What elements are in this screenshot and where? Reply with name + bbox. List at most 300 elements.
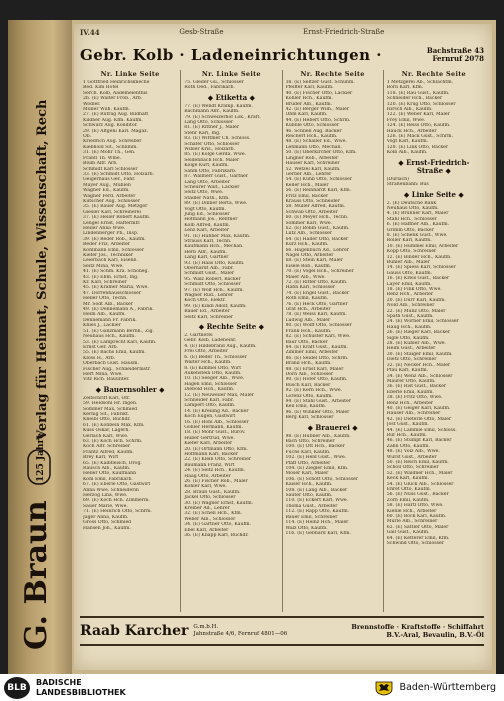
directory-entry: Kr. Karl, Schreiner (83, 280, 127, 286)
directory-entry: Hert Mina, Wwe. (83, 371, 123, 377)
directory-entry: 6. (E) Haffner Alb., Kaufm. (386, 222, 450, 228)
directory-entry: 53. (E) Lamprecht Karl, Kaufm. (83, 339, 157, 345)
directory-entry: Roller Karl, Kaufm. (386, 238, 432, 244)
directory-entry: Dennemann Fr. Fabrik. (83, 317, 137, 323)
directory-entry: 52. Wetzel Karl, Kaufm. (285, 166, 341, 172)
directory-entry: Krauss Otto, Schneider (285, 198, 340, 204)
directory-entry: 64. (E) Ketterer Emil, Kfm. (386, 535, 450, 541)
directory-entry: Kurz Hch., Kaufm. (285, 242, 329, 248)
directory-entry: 54. (E) Glück Alb., Schlosser (386, 481, 454, 487)
directory-entry: Dietz Otto, Schreiner (386, 357, 437, 363)
directory-entry: Huber Gertrud, Wwe. (184, 435, 235, 441)
directory-entry: Sommer Karl, Wwe. (285, 220, 333, 226)
section-heading: ◆ Bauernsohler ◆ (95, 384, 165, 394)
footer-advertisement (80, 616, 484, 646)
directory-entry: Göhler Hermann, Kaufm. (184, 424, 243, 430)
directory-entry: Koch Eugen, Gastwirt (184, 414, 236, 420)
directory-entry: 93. (E) Haas Otto, Kaufm. (184, 260, 245, 266)
directory-entry: 26. (E) Fischer Rob., Maler (184, 479, 248, 485)
directory-entry: 20. (E) Ortmann Otto, Kfm. (184, 446, 248, 452)
directory-entry: Leierbach Karl, Eisenb. (83, 258, 138, 264)
directory-entry: Lang Otto, Schlosser (184, 120, 234, 126)
directory-entry: Moser Karl, Maler (285, 471, 329, 477)
directory-entry: 22. (E) Munz Otto, Maler (386, 308, 446, 314)
directory-entry: Seitz Karl, Schreiner (184, 314, 234, 320)
directory-entry: 74. (E) Engel Gust., Bäcker (285, 290, 350, 296)
directory-entry: Schmidt Karl Schlosser (83, 166, 138, 172)
directory-entry: 16. (E) Hohl Alb., Schlosser (184, 419, 249, 425)
directory-entry: Weber Alb., Schlosser (184, 516, 236, 522)
directory-entry: Pfaff Otto, Arbeiter (285, 460, 331, 466)
directory-entry: Lingner Rob., Arbeiter (285, 155, 339, 161)
directory-entry: Kölge Kurt, Kaufm. (184, 163, 229, 169)
running-head-right: Ernst-Friedrich-Straße (303, 28, 385, 36)
directory-entry: 70. (E) Vogel Hch., Schreiner (285, 269, 354, 275)
directory-entry: 49. (E) Dennemann A., Fabrik. (83, 307, 154, 313)
directory-entry: 60. (E) Meyer Hch., Techn. (285, 215, 349, 221)
directory-entry: 69. (E) Koch Hch. Zimmerm. (83, 498, 150, 504)
directory-entry: Schmidt Gust., Maler (184, 271, 235, 277)
directory-entry: 33. (E) Schmidt Otto, Holzarb. (83, 171, 155, 177)
directory-entry: Bachmann Alfr., Kaufm. (184, 109, 240, 115)
directory-entry: Gross Otto, Schmied (83, 520, 132, 526)
directory-entry: Straßenbahn: Bus (386, 182, 429, 188)
running-header (80, 28, 484, 40)
directory-entry: 88. (E) Ernst Karl, Maler (285, 366, 344, 372)
directory-entry: 90. (E) Hofer Otto, Kaufm. (285, 377, 348, 383)
directory-entry: Müller Wilh. Kaufm. (83, 107, 131, 113)
directory-entry: Ohm Karl, Kaufm. (285, 112, 328, 118)
directory-entry: 97. (E) Wolf Hch., Kaufm. (184, 287, 244, 293)
directory-entry: Walter Hch., Kaufm. (184, 360, 232, 366)
directory-entry: 84. (E) Kraft Gust., Kaufm. (285, 344, 348, 350)
directory-entry: 18. (E) Fink Otto, Wwe. (386, 287, 442, 292)
directory-entry: 4. (E) Brunner Karl, Maler (386, 211, 449, 217)
directory-entry: Graf Hch., Arbeiter (285, 307, 331, 313)
directory-entry: Fuchs Karl, Kaufm. (285, 449, 331, 455)
directory-entry: 82. (E) Schuster Karl, Wwe. (285, 334, 351, 340)
directory-entry: Gerlach Karl, Wwe. (83, 433, 129, 439)
directory-entry: Haag Otto, Arbeiter (184, 473, 231, 479)
directory-entry: 26. (E) Rieger Karl, Bäcker (386, 330, 451, 336)
directory-entry: Kohlmann Emil, Schlosser (83, 247, 145, 253)
directory-entry: 55. (E) Bachs Emil, Kaufm. (83, 350, 146, 356)
directory-entry: 44. (E) Lämmle Emil, Schloss. (386, 427, 457, 433)
directory-entry: Heller Otto, Kaufmann (83, 471, 137, 477)
directory-entry: 24. (E) Seitz Hch., Kaufm. (184, 468, 246, 474)
page-number: IV.44 (80, 28, 100, 37)
footer-ad-company-block (193, 624, 287, 638)
directory-entry: Giesler Karl, Schreinerei (83, 209, 141, 215)
directory-entry: 10. (E) Seeger Alb., Wwe. (184, 376, 245, 382)
directory-entry: Layer Emil, Kaufm. (386, 281, 432, 287)
directory-entry: 48. (E) Schaller Ed., Wwe. (285, 139, 347, 145)
directory-entry: Herb Alfr., Kaufm. (184, 249, 227, 255)
directory-entry: 16. (E) Kreis Gust., Bäcker (386, 276, 450, 282)
directory-entry: Neuhaus Otto, Kaufm. (386, 205, 439, 211)
directory-entry: 46. (E) Stumpf Karl, Bäcker (386, 438, 452, 444)
directory-entry: Strauss Karl, Techn. (184, 238, 232, 244)
directory-entry: Gall Gust., Kaufm. (386, 530, 430, 536)
directory-entry: Lenz Karl, Arbeiter (184, 228, 230, 234)
directory-entry: 92. (E) Kern Hch., Wwe. (285, 388, 343, 394)
directory-entry: Lang Otto, Arbeiter (184, 179, 230, 185)
directory-entry: Thoma Gust., Arbeiter (285, 503, 338, 509)
directory-entry: Pfeiffer Karl, Kaufm. (285, 85, 334, 91)
directory-entry: 1 Metzgerei Ab., Schlachtm. (386, 80, 454, 85)
directory-entry: Sahm Otto, Fabrikarb. (184, 168, 237, 174)
directory-entry: Heller Otto, Techn. (83, 296, 128, 302)
directory-entry: Blum Alfr. Arb. (83, 161, 118, 167)
directory-entry: 34. (E) Wenz Alb., Schlosser (386, 373, 453, 379)
directory-entry: Kiefer Jos., Techniker (83, 253, 134, 258)
directory-entry: Scheurer Walt., Lackier (184, 184, 240, 190)
directory-entry: Lutz Alb., Schlosser (285, 231, 332, 237)
directory-entry: Busch Karl, Bäcker (285, 382, 331, 388)
directory-entry: 24. (E) Wörner Emil, Schlosser (386, 319, 459, 325)
directory-entry: Kremer Ad., Lehrer (184, 506, 230, 512)
directory-entry: Nagel Otto, Arbeiter (285, 253, 334, 258)
directory-entry: Zahn Otto, Kaufm. (386, 443, 430, 449)
footer-ad-address: Jahnstraße 4/6, Fernruf 4801—06 (193, 631, 288, 637)
directory-entry: 104. (E) Ziegler Emil, Kfm. (285, 466, 349, 472)
directory-entry: Jost Gust., Kaufm. (386, 422, 429, 428)
directory-entry: Kopp Otto, Schreiner (386, 249, 437, 255)
directory-entry: Maurer Otto, Kaufm. (386, 378, 436, 384)
directory-entry: Seidenbach Hch. Maler (184, 157, 240, 163)
directory-entry: Ernst Ger. Arb. (83, 344, 119, 350)
directory-entry: Seitz Mina, Wwe. (83, 263, 124, 269)
directory-entry: 56. (E) Reinhardt Karl, Kfm. (285, 188, 352, 194)
directory-entry: 32. (E) Necker Hch., Maler (386, 362, 451, 368)
directory-entry: Renz Hch., Arbeiter (386, 292, 434, 298)
top-ad-contact (427, 47, 484, 63)
directory-entry: Roth Oed., Fabrikarb. (184, 85, 235, 91)
section-heading: ◆ Brauerei ◆ (307, 422, 358, 432)
directory-entry: Kaufmann Hch., Mechan. (184, 244, 244, 250)
directory-entry: Keck Karl, Kaufm. (386, 476, 429, 482)
directory-entry: 30. (E) Staiger Emil, Kaufm. (386, 351, 453, 357)
directory-entry: 14. (E) Kreiling Ad., Bäcker (184, 408, 249, 414)
directory-entry: Gauss Otto, Kaufm. (386, 270, 433, 276)
directory-entry: 78. (E) Weiss Karl, Kaufm. (285, 312, 347, 318)
library-name-line1: BADISCHE (36, 678, 82, 687)
directory-entry: Stadler Nath., Kfm. (184, 195, 230, 201)
directory-entry: Bühler Alb., Maler (386, 259, 430, 265)
library-name[interactable] (36, 678, 126, 697)
section-heading: ◆ Rechte Seite ◆ (198, 322, 264, 332)
directory-entry: Scholl Otto, Schreiner (386, 465, 439, 471)
directory-entry: Serch. Kolb, Aademeienthis (83, 90, 148, 96)
directory-entry: 114. (E) Heinz Hch., Maler (285, 520, 349, 526)
footer-ad-company: G.m.b.H. (193, 624, 219, 630)
directory-entry: Lindenberger Ph., Insp. (83, 231, 139, 237)
directory-entry: Hofmann Jos., Rentner (184, 217, 238, 223)
directory-entry: 59. Heldsohl Hr. Ingen. (83, 401, 138, 407)
directory-entry: Hagen Emil, Schlosser (184, 381, 238, 387)
header-spacer (464, 28, 484, 40)
directory-entry: Neuhaus Hch., Kaufm. (83, 334, 136, 340)
directory-entry: 37. (E) Heiler Robert Kaufm. (83, 215, 151, 221)
directory-column (283, 70, 384, 612)
directory-entry: Mayer Aug., Mühlen (83, 182, 131, 188)
directory-entry: Jäger Anna, Kaufm. (83, 514, 129, 520)
spine-publisher: G. Braun (19, 500, 54, 650)
directory-entry: 27. (E) Rufrag Aug. Bildhaft (83, 112, 149, 118)
spine-tagline: Verlag für Heimat, Schule, Wissenschaft, Recht, Wirtschaft (35, 100, 50, 440)
directory-entry: 63. (E) Koch Hch. Schrm. (83, 439, 143, 444)
directory-entry: 50. (E) Oberkircher Otto, Kfm. (285, 150, 357, 156)
column-heading: Nr. Rechte Seite (300, 70, 365, 78)
state-coat-of-arms-icon (372, 679, 396, 697)
directory-entry: 120. (E) Krug Otto, Schlosser (386, 101, 456, 107)
directory-entry: Vogt Karl, Kaufm. (386, 139, 429, 145)
directory-entry: Lang Karl, Gärtner (184, 255, 229, 261)
directory-entry: Kildner Aug. Kfm. Kaufm. (83, 117, 143, 123)
directory-entry: Hahn Karl, Schlosser (285, 285, 335, 291)
library-name-line2: LANDESBIBLIOTHEK (36, 687, 126, 697)
directory-columns (80, 70, 484, 612)
directory-entry: 1 Gottfried Heinrichskneche (83, 80, 150, 85)
directory-entry: Kühnle Otto, Schlosser (285, 123, 340, 129)
directory-entry: 22. (E) Klein Otto, Schreiner (184, 457, 252, 463)
directory-entry: Ludwig Alb., Maler (285, 317, 331, 323)
directory-entry: 99. (E) Kindl Adolf, Kaufm. (184, 303, 247, 309)
column-heading: Nr. Rechte Seite (401, 70, 466, 78)
directory-entry: Born Karl, Kfm. (386, 85, 424, 91)
directory-entry: 43. (E) Ehm. Ernst, Ing. (83, 274, 139, 280)
directory-entry: 98. (E) Hübner Alb., Kaufm. (285, 433, 351, 439)
directory-entry: 36. (E) Knapp Karl, Buchdr. (184, 533, 249, 539)
directory-entry: Frantl Th. Wme. (83, 155, 122, 161)
directory-entry: 18. (E) Mohr Gust., Bürov. (184, 430, 246, 436)
directory-entry: Baumann Franz, Wirt (184, 462, 235, 468)
directory-entry: 45. (E) Krämer Maria, Wwe. (83, 285, 149, 291)
footer-ad-products-line1: Brennstoffe · Kraftstoffe · Schiffahrt (351, 623, 484, 631)
directory-entry: Geigerhaus Ger., Fahr. (83, 177, 136, 183)
directory-entry: 32. (E) Schell Hch., Kfm. (184, 511, 243, 517)
directory-column (80, 70, 181, 612)
running-head-left: Gesb-Straße (179, 28, 224, 36)
directory-entry: Hansen Joh., Kaufm. (83, 525, 131, 531)
directory-entry: Hauser Alb., Schreiner (386, 411, 441, 417)
directory-entry: Wibler Kris., Holzarb. (184, 147, 235, 153)
directory-entry: Schmidt Otto, Schlosser (184, 282, 241, 288)
directory-entry: 71. (E) Heinrich Otto, Schrm. (83, 509, 152, 515)
directory-entry: 91. (E) Hühner Max, Kaufm. (184, 233, 251, 239)
directory-entry: Ruf Hch., Kaufm. (386, 432, 427, 438)
directory-entry: 56. (E) Nuss Gust., Bäcker (386, 492, 449, 498)
directory-entry: 124. (E) Reiss Otto, Kaufm. (386, 123, 451, 129)
directory-entry: 102. (E) Held Gust., Wwe. (285, 455, 347, 461)
directory-entry: 89. (E) Dinner Berta, Wwe. (184, 201, 248, 207)
directory-entry: Stehr Karl, Ing. (184, 130, 221, 136)
directory-entry: Lorenz Otto, Kaufm. (285, 393, 333, 399)
directory-column (181, 70, 282, 612)
library-footer-bar (0, 674, 504, 701)
directory-entry: 34. (E) Gärtner Otto, Kaufm. (184, 522, 251, 528)
directory-entry: Reichert Hch., Kaufm. (285, 134, 338, 140)
directory-entry: Ebel Karl, Arbeiter (184, 527, 229, 533)
directory-entry: Lehmann Otto, Mechan. (285, 144, 342, 150)
directory-entry: Hoffmann Karl, Bäcker (184, 452, 238, 457)
directory-entry: 47. Dörrenhausschlosser (83, 290, 142, 296)
directory-entry: Oberbach Gust. Hausm. (83, 361, 139, 367)
directory-entry: Schwab Otto, Arbeiter (285, 209, 338, 215)
directory-entry: 20. (E) Dürr Karl, Kaufm. (386, 297, 446, 303)
directory-entry: 58. Müller Alfred, Kaufm. (285, 204, 346, 210)
directory-entry: Nold Alb., Schreiner (386, 303, 435, 309)
directory-entry: 112. (E) Rapp Otto, Kaufm. (285, 509, 350, 515)
directory-entry: Wurst Gust., Arbeiter (386, 454, 437, 460)
directory-entry: Knies J., Lackier (83, 323, 121, 329)
directory-entry: 42. (E) Dieterle Otto, Maler (386, 416, 452, 422)
directory-entry: Fischer Aug., Schneidermstr. (83, 366, 151, 372)
directory-entry: Schwind Otto, Schlosser (386, 541, 444, 547)
directory-entry: Hauser Karl, Schreiner (285, 161, 340, 167)
top-advertisement (80, 44, 484, 66)
directory-entry: Frei Otto, Arbeiter (184, 349, 228, 355)
directory-entry: 29. (E) Altgeni Karl. Magaz. (83, 128, 149, 134)
directory-entry: Bed. Kim Hotel (83, 85, 119, 91)
directory-entry: Kuss Oskar, Lagerh. (83, 428, 130, 434)
directory-entry: Kaiser Hch., Kaufm. (285, 482, 333, 488)
directory-entry: 100. (E) Ott Hch., Bäcker (285, 444, 345, 450)
directory-entry: 79. (E) Schweizerhof Lok., Kraft. (184, 114, 261, 120)
directory-entry: Kutscher Aug. Schlosser (83, 198, 141, 204)
section-heading: ◆ Etiketta ◆ (207, 92, 255, 102)
directory-entry: 80. (E) Wolff Otto, Schlosser (285, 323, 352, 329)
directory-entry: Sauter Otto, Kaufm. (285, 493, 333, 499)
directory-entry: 50. (E) Reich Emil, Kaufm. (386, 460, 449, 465)
directory-entry: Hirsch Alb., Kaufm. (386, 107, 433, 113)
directory-entry: 95. Walz Robert, Bäcker (184, 276, 241, 282)
directory-entry: 61. (E) Kohbein Max, Kfm. (83, 422, 145, 428)
directory-entry: Kiebhold Sit., Schlimm. (83, 144, 138, 150)
directory-entry: Ob. (83, 134, 92, 140)
directory-entry: 40. (E) Fischer Otto, Lackier (285, 90, 353, 96)
directory-entry: 2. Gärtnerei (184, 333, 213, 339)
directory-column (384, 70, 484, 612)
directory-entry: 58. (E) Hartl Otto, Wwe. (386, 503, 444, 509)
directory-entry: 106. (E) Schott Otto, Schlosser (285, 476, 358, 482)
directory-entry: Pfau Karl, Kaufm. (386, 368, 429, 374)
footer-ad-title: Raab Karcher (80, 623, 189, 639)
directory-entry: 52. (E) Waldner Hch., Maler (386, 470, 453, 476)
directory-entry: 44. (E) Hebert Otto, Schrm. (285, 117, 351, 123)
directory-entry: Stahl Hch., Schlosser (386, 216, 437, 222)
directory-entry: Bauer Ed., Arbeiter (184, 309, 230, 315)
directory-entry: Sigle Otto, Kaufm. (386, 335, 430, 341)
directory-entry: Brand Hch., Kaufm. (285, 361, 332, 367)
directory-entry: 36. (E) Rist Gust., Bäcker (386, 384, 447, 390)
directory-entry: Jäckel Otto, Schlosser (184, 495, 236, 501)
directory-entry: Kiefer Karl, Arbeiter (184, 441, 233, 447)
directory-entry: 6. (E) Beder Th., Schlosser (184, 354, 247, 360)
directory-entry: Koch Alfr. Schreiner (83, 444, 131, 450)
directory-entry: Koch Otto, Elektr. (184, 298, 226, 304)
section-heading: ◆ Ernst-Friedrich-Straße ◆ (398, 157, 470, 175)
directory-entry: 12. (E) Binder Hch., Kaufm. (386, 254, 452, 260)
directory-entry: 65. (E) Kalbfleisch, Drog. (83, 460, 142, 466)
directory-entry: 83. (E) Wittmer Ch. Schloss. (184, 136, 251, 142)
directory-entry: Wodler. (83, 101, 101, 107)
state-label[interactable]: Baden-Württemberg (399, 682, 496, 693)
directory-entry: Heim Alb., Kaufm. (83, 312, 126, 318)
directory-entry: Zorn Emil, Kaufm. (386, 497, 430, 503)
directory-entry: 62. (E) Böhm Gust., Kaufm. (285, 225, 350, 231)
directory-entry: Jung Ed., Schlosser (184, 211, 230, 217)
directory-entry: Lampert Otto, Kaufm. (184, 403, 236, 409)
directory-entry: 46. Schnell Aug. Bäcker (285, 128, 342, 134)
directory-entry: Wagner Rud., Lehrer (184, 293, 234, 299)
directory-entry: 40. (E) Geiger Karl, Kaufm. (386, 405, 451, 411)
directory-entry: Kohl Emil, Fabrikarb. (83, 476, 133, 482)
directory-entry: 60. (E) Böck Karl, Kaufm. (386, 514, 447, 520)
directory-entry: Seitz Otto, Wwe. (184, 190, 224, 196)
directory-entry: Fritz Emil, Bäcker (285, 193, 329, 199)
directory-entry: 30. (E) Wagner Ernst, Kaufm. (184, 500, 254, 506)
directory-entry: Kolb Alb., Kaufm. (386, 150, 428, 156)
directory-entry: Kloss H., Arb. (83, 355, 116, 361)
directory-entry: 122. (E) Weber Karl, Maler (386, 112, 450, 118)
directory-entry: 64. (E) Haller Otto, Bäcker (285, 236, 349, 242)
directory-entry: Gerber Alb., Lehrer (285, 171, 332, 177)
directory-entry: Baur Otto, Bäcker (285, 339, 328, 345)
top-ad-address: Bachstraße 43 (426, 46, 484, 55)
directory-entry: Lengel Ernst, Haftermfr. (83, 220, 141, 226)
directory-entry: Brey Karl, Wirt (83, 455, 119, 461)
directory-entry: Keil Emil, Kaufm. (285, 404, 327, 410)
directory-entry: 12. (E) Neuweiler Max, Maler (184, 392, 254, 398)
directory-entry: 39. (E) Beder Rob., Kaufm. (83, 236, 146, 242)
directory-entry: Kienle Hch., Arbeiter (386, 508, 437, 514)
directory-entry: 126. (E) Mack Gust., Schrm. (386, 134, 453, 140)
directory-entry: Diebold Hch., Kaufm. (184, 387, 235, 393)
directory-entry: Frey Emil, Wwe. (386, 117, 426, 123)
top-ad-phone: Fernruf 2078 (432, 54, 484, 63)
directory-entry: Späth Gust., Kaufm. (386, 314, 434, 320)
directory-entry: 28. (E) Kübler Alb., Wwe. (386, 341, 446, 347)
directory-entry: 51. (E) Ganzmann Bernh., Zig. (83, 328, 155, 334)
directory-entry: 2. (E) Deutsche Bank (386, 200, 437, 206)
directory-entry: Anna Wwe. Schneiderin (83, 487, 139, 493)
directory-entry: Schneider Karl, Fabr. (184, 397, 234, 403)
column-heading: Nr. Linke Seite (100, 70, 160, 78)
directory-entry: Vogt Otto, Kaufm. (184, 206, 226, 212)
directory-entry: Beder Friz, Arbeiter (83, 242, 131, 248)
directory-entry: 28. Braun Gust., Kaufm. (184, 489, 241, 495)
directory-entry: 94. (E) Stahl Gust., Arbeiter (285, 398, 351, 404)
directory-entry: Mürle Alb., Schreiner (386, 519, 438, 525)
directory-entry: Kriedrich Aug. Schreiber (83, 139, 142, 145)
spine-years: 125 Jahre (36, 432, 46, 482)
directory-entry: Schwarz Aug. Konditor. (83, 123, 138, 129)
directory-entry: Herzog Lina, Wwe. (83, 493, 128, 499)
directory-entry: Frank Hch., Kaufm. (285, 328, 332, 334)
directory-entry: Wagner Ferd. Arbeiter (83, 193, 136, 199)
directory-entry: Heiler Anna Wwe. (83, 225, 126, 231)
spine-lettering-graphic (16, 100, 60, 660)
blb-logo[interactable]: BLB (4, 677, 30, 699)
directory-entry: 54. (E) Kuhn Otto, Schlosser (285, 177, 353, 183)
directory-entry: Maier Alb., Wwe. (285, 274, 326, 280)
directory-entry: 96. (E) Winkler Otto, Maler (285, 409, 350, 415)
section-heading: ◆ Linke Seite ◆ (403, 189, 464, 199)
directory-entry: Keller Hch., Maler (285, 182, 329, 188)
directory-entry: Haug Hch., Kaufm. (386, 324, 432, 330)
top-ad-title: Gebr. Kolb · Ladeneinrichtungen · (80, 46, 382, 64)
